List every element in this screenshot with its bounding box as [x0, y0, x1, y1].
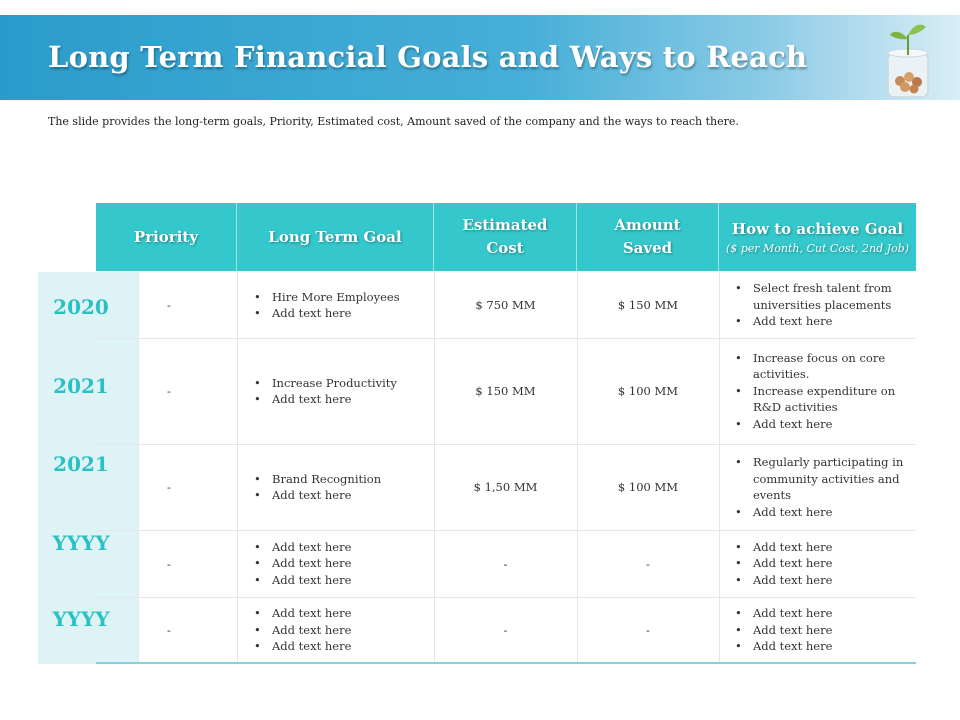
- priority-cell: -: [167, 480, 171, 494]
- goal-item: • Hire More Employees: [254, 289, 400, 306]
- header-how-label: How to achieve Goal: [731, 220, 904, 238]
- goal-item: • Add text here: [254, 305, 400, 322]
- goal-item: • Add text here: [254, 391, 397, 408]
- saved-cell: $ 100 MM: [617, 480, 679, 494]
- slide-title: Long Term Financial Goals and Ways to Reach: [48, 40, 808, 74]
- goal-item: • Add text here: [254, 605, 351, 622]
- cost-cell: -: [503, 623, 508, 637]
- goal-item: • Add text here: [254, 622, 351, 639]
- how-cell: [735, 597, 911, 663]
- goal-cell: [254, 444, 434, 530]
- cost-cell: $ 1,50 MM: [473, 480, 538, 494]
- cost-cell: -: [503, 556, 508, 571]
- header-long-term-goal: [237, 203, 434, 271]
- priority-cell: -: [167, 556, 171, 571]
- plant-jar-image: [878, 15, 940, 100]
- saved-cell: $ 100 MM: [617, 384, 679, 398]
- header-goal-label: Long Term Goal: [268, 227, 402, 246]
- year-label: YYYY: [52, 531, 110, 555]
- header-cost-line2: Cost: [486, 239, 524, 257]
- how-item: • Add text here: [735, 638, 832, 655]
- header-priority-label: Priority: [133, 227, 199, 246]
- goal-cell: [254, 272, 434, 338]
- header-cost-line1: Estimated: [462, 216, 548, 234]
- how-cell: [735, 338, 911, 444]
- goal-item: • Brand Recognition: [254, 471, 381, 488]
- goal-item: • Add text here: [254, 572, 351, 589]
- header-estimated-cost: [434, 203, 577, 271]
- header-saved-line1: Amount: [614, 216, 681, 234]
- how-cell: [735, 530, 911, 597]
- slide-subtitle: The slide provides the long-term goals, Priority, Estimated cost, Amount saved of the company and the ways to reach there.: [48, 115, 739, 128]
- year-label: 2021: [53, 452, 109, 476]
- goal-item: • Add text here: [254, 638, 351, 655]
- how-item: • Increase focus on core activities.: [735, 350, 911, 383]
- header-amount-saved: [577, 203, 719, 271]
- how-item: • Add text here: [735, 555, 832, 572]
- year-label: 2021: [53, 374, 109, 398]
- year-label: 2020: [53, 295, 109, 319]
- year-label: YYYY: [52, 607, 110, 631]
- how-item: • Add text here: [735, 539, 832, 556]
- cost-cell: $ 150 MM: [475, 384, 536, 398]
- goal-item: • Add text here: [254, 555, 351, 572]
- goal-cell: [254, 597, 434, 663]
- header-saved-line2: Saved: [622, 239, 673, 257]
- how-item: • Add text here: [735, 313, 911, 330]
- priority-cell: -: [167, 623, 171, 637]
- saved-cell: -: [646, 623, 650, 637]
- header-how-sublabel: ($ per Month, Cut Cost, 2nd Job): [725, 242, 910, 255]
- how-item: • Add text here: [735, 605, 832, 622]
- how-item: • Add text here: [735, 504, 911, 521]
- how-item: • Add text here: [735, 572, 832, 589]
- grid-line: [719, 272, 720, 664]
- how-item: • Select fresh talent from universities placements: [735, 280, 911, 313]
- saved-cell: -: [646, 556, 650, 571]
- how-item: • Add text here: [735, 416, 911, 433]
- goal-item: • Add text here: [254, 487, 381, 504]
- priority-cell: -: [167, 298, 171, 312]
- goal-cell: [254, 530, 434, 597]
- priority-cell: -: [167, 384, 171, 398]
- how-item: • Add text here: [735, 622, 832, 639]
- goal-item: • Add text here: [254, 539, 351, 556]
- how-item: • Regularly participating in community activities and events: [735, 454, 911, 504]
- how-cell: [735, 272, 911, 338]
- grid-line: [237, 272, 238, 664]
- goal-item: • Increase Productivity: [254, 375, 397, 392]
- header-priority: [96, 203, 237, 271]
- goal-cell: [254, 338, 434, 444]
- how-item: • Increase expenditure on R&D activities: [735, 383, 911, 416]
- how-cell: [735, 444, 911, 530]
- header-how-to-achieve: [719, 203, 916, 271]
- cost-cell: $ 750 MM: [475, 298, 536, 312]
- saved-cell: $ 150 MM: [617, 298, 679, 312]
